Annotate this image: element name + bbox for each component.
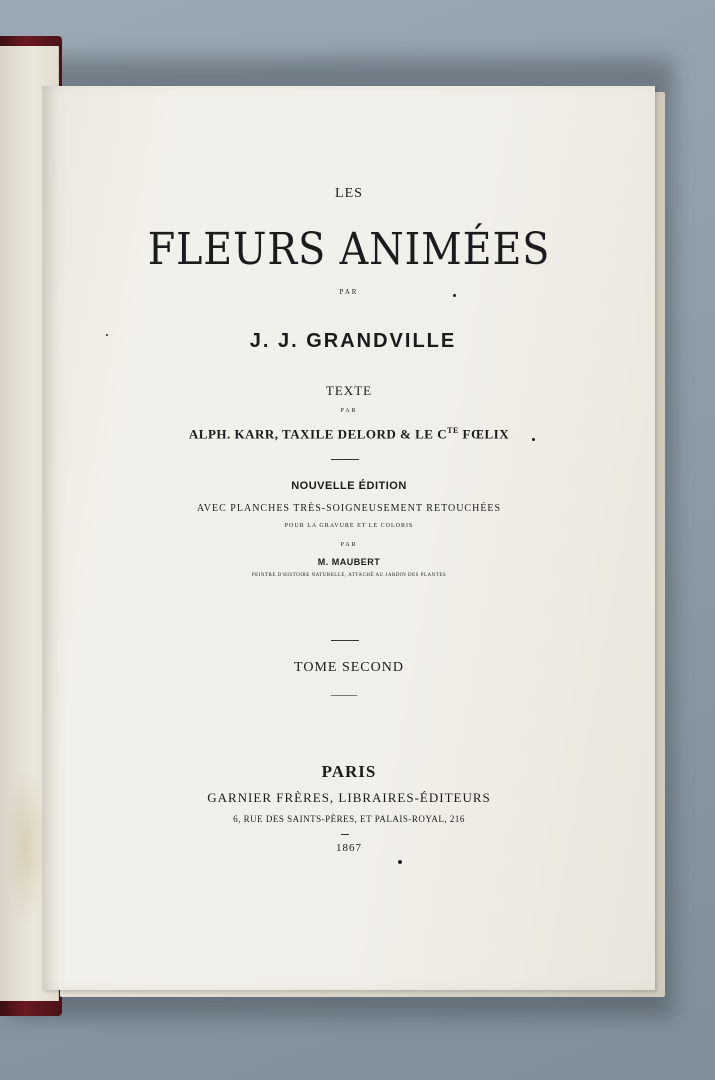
publication-year: 1867 xyxy=(336,842,362,854)
by-label-2: PAR xyxy=(340,408,358,414)
paper-speck xyxy=(398,860,402,864)
divider-rule-3 xyxy=(331,695,357,696)
text-label: TEXTE xyxy=(325,383,373,398)
title-page xyxy=(42,86,655,990)
divider-rule-4 xyxy=(341,834,349,835)
by-label-3: PAR xyxy=(340,542,358,548)
title-article: LES xyxy=(335,186,363,201)
paper-speck xyxy=(532,438,535,441)
illustrator-name: J. J. GRANDVILLE xyxy=(249,330,457,352)
retoucher-name: M. MAUBERT xyxy=(317,557,381,567)
text-authors: ALPH. KARR, TAXILE DELORD & LE $C^{TE}$ FŒLIX xyxy=(188,426,510,442)
paper-speck xyxy=(106,334,108,336)
plates-note: AVEC PLANCHES TRÈS-SOIGNEUSEMENT RETOUCHÉES xyxy=(196,503,502,514)
publisher-address: 6, RUE DES SAINTS-PÈRES, ET PALAIS-ROYAL, 216 xyxy=(233,814,465,824)
publisher-name: GARNIER FRÈRES, LIBRAIRES-ÉDITEURS xyxy=(207,790,491,805)
paper-speck xyxy=(453,294,456,297)
volume-label: TOME SECOND xyxy=(294,660,404,675)
retoucher-title: PEINTRE D'HISTOIRE NATURELLE, ATTACHÉ AU JARDIN DES PLANTES xyxy=(251,573,447,578)
divider-rule-2 xyxy=(331,640,359,641)
divider-rule-1 xyxy=(331,459,359,460)
by-label-1: PAR xyxy=(339,288,359,296)
book-title: FLEURS ANIMÉES xyxy=(147,224,551,275)
title-page-content xyxy=(43,86,655,990)
edition-label: NOUVELLE ÉDITION xyxy=(291,480,407,492)
engraving-note: POUR LA GRAVURE ET LE COLORIS xyxy=(284,523,414,529)
publication-city: PARIS xyxy=(321,762,377,781)
